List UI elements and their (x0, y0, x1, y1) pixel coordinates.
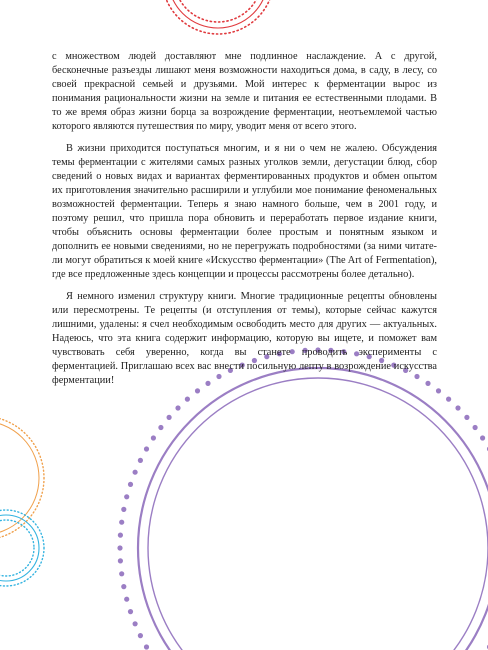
purple-dot (121, 584, 126, 589)
purple-dot (133, 470, 138, 475)
purple-dot (118, 533, 123, 538)
purple-dot (128, 609, 133, 614)
left-orange-circles-ornament (0, 416, 44, 540)
cyan-dotted-ring-inner (0, 520, 34, 576)
purple-dot (118, 558, 123, 563)
purple-dot (175, 405, 180, 410)
purple-dot (195, 388, 200, 393)
purple-dot (480, 435, 485, 440)
cyan-solid-ring (0, 515, 39, 581)
purple-dot (121, 507, 126, 512)
purple-dot (158, 425, 163, 430)
purple-dot (119, 571, 124, 576)
body-text (52, 50, 437, 388)
purple-dot (455, 405, 460, 410)
cyan-dotted-ring-outer (0, 510, 44, 586)
top-red-circles-ornament (162, 0, 274, 34)
purple-dot (167, 415, 172, 420)
orange-dotted-ring (0, 416, 44, 540)
purple-dot (133, 621, 138, 626)
purple-solid-ring-outer (138, 368, 488, 650)
purple-dot (464, 415, 469, 420)
purple-dot (144, 446, 149, 451)
purple-solid-ring-inner (148, 378, 488, 650)
paragraph-1: с множеством людей доставляют мне подлинное наслаждение. А с другой, бесконечные разъезды лишают меня возможности находиться дома, в саду, в лесу, со своей прекрасной семьей и друзьями. Мой интерес к ферментации вырос из понимания рациональности жизни на земле и питания ее естественными плодами. В то же время образ жизни борца за возрождение ферментации, неотъемлемой частью которого являются путешествия по миру, уводит меня от всего этого. (52, 51, 437, 133)
purple-dot (119, 520, 124, 525)
purple-dot (128, 482, 133, 487)
purple-dot (436, 388, 441, 393)
left-cyan-circles-ornament (0, 510, 44, 586)
paragraph-3: Я немного изменил структуру книги. Многие традиционные рецепты обновлены или пересмотрены. Те рецепты (и отступления от темы), которые сейчас кажутся лишними, удалены: я счел необходимым освободить место для других — актуальных. Надеюсь, что эта книга содержит информацию, которую вы ищете, и поможет вам чувствовать себя уверенно, когда вы станете проводить эксперименты с ферментацией. Приглашаю всех вас внести посильную лепту в возрождение искусства ферментации! (52, 290, 437, 387)
purple-dot (117, 545, 122, 550)
purple-dot (473, 425, 478, 430)
purple-dot (124, 494, 129, 499)
bottom-purple-circles-ornament (117, 347, 488, 650)
red-dotted-ring-inner (174, 0, 262, 22)
red-dotted-ring-outer (162, 0, 274, 34)
purple-dot (138, 633, 143, 638)
paragraph-2: В жизни приходится поступаться многим, и я ни о чем не жалею. Обсуждения темы ферментации с жителями самых разных уголков земли, дегустации блюд, сбор сведений о новых видах и вариантах ферментированных продуктов и обмен опытом их приготовления значительно расширили и углубили мое понимание феноменальных возможностей ферментации. Теперь я знаю намного больше, чем в 2001 году, и поэтому решил, что пришла пора обновить и переработать первое издание книги, чтобы объяснить основы ферментации более простым и понятным языком и дополнить ее новыми сведениями, но не перегружать подробностями (за ними читатели могут обратиться к моей книге «Искусство ферментации» (The Art of Fermentation), где все предложенные здесь концепции и процессы рассмотрены более детально). (52, 142, 437, 281)
purple-dot (144, 644, 149, 649)
purple-dot (446, 397, 451, 402)
purple-dot (185, 397, 190, 402)
purple-dot (151, 435, 156, 440)
purple-dot (138, 458, 143, 463)
purple-dotted-ring (117, 347, 488, 649)
purple-dot (124, 597, 129, 602)
